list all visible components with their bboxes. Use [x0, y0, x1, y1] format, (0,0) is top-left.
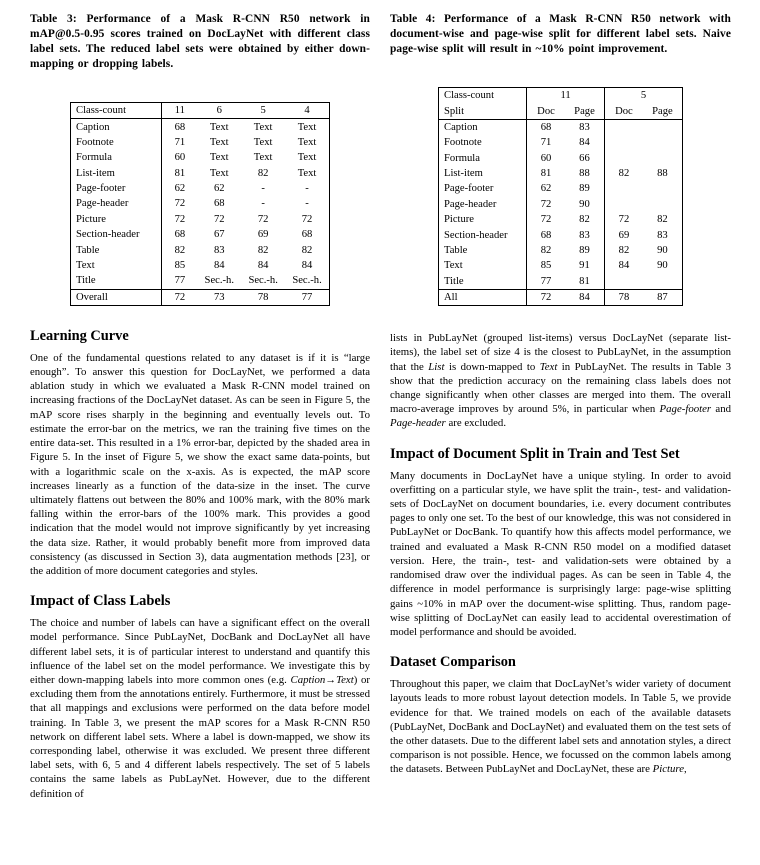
row-label: Formula [439, 151, 527, 166]
table-row [439, 274, 683, 290]
row-label: Section-header [439, 227, 527, 242]
paragraph-document-split: Many documents in DocLayNet have a unique styling. In order to avoid overfitting on a particular style, we have split the train-, test- and validation-sets of DocLayNet on document boundaries, i.e. every document contributes pages to only one set. To the best of our knowledge, this was not considered in PubLayNet or DocBank. To quantify how this affects model performance, we trained and evaluated a Mask R-CNN R50 model on a modified dataset version. Here, the train-, test- and validation-sets were obtained by a randomised draw over the individual pages. As can be seen in Table 4, the difference in model performance is surprisingly large: page-wise splitting gains ~10% in mAP over the document-wise splitting. Thus, random page-wise splitting of DocLayNet can easily lead to accidental overestimation of model performance and should be avoided. [390, 469, 731, 638]
cell-value: Text [253, 121, 273, 133]
cell-value: 73 [213, 291, 225, 303]
section-heading-document-split: Impact of Document Split in Train and Test Set [390, 445, 680, 462]
cell-value: 89 [565, 243, 605, 258]
cell-value: 77 [174, 275, 186, 287]
row-label: List-item [71, 166, 162, 181]
table4-wrapper [390, 87, 731, 306]
cell-value: 62 [174, 183, 186, 195]
cell-value: 82 [540, 244, 552, 256]
cell-value: 88 [565, 166, 605, 181]
cell-value: 72 [540, 292, 552, 304]
cell-value: 90 [565, 197, 605, 212]
cell-value: 77 [540, 275, 552, 287]
cell-value: 81 [565, 274, 605, 290]
cell-value [643, 181, 683, 196]
cell-value: 68 [301, 229, 313, 241]
cell-value: 68 [174, 229, 186, 241]
cell-value: 69 [618, 229, 630, 241]
cell-value: 90 [657, 260, 668, 272]
table4 [438, 87, 683, 306]
row-label: Table [439, 243, 527, 258]
cell-value: Sec.-h. [204, 275, 234, 287]
table-row [71, 212, 330, 227]
column-header: 4 [304, 105, 310, 117]
table-row [439, 227, 683, 242]
column-header: Class-count [71, 103, 162, 119]
cell-value: - [305, 183, 309, 195]
cell-value: 84 [565, 289, 605, 305]
row-label: Table [71, 242, 162, 257]
table-row [71, 227, 330, 242]
paragraph-label-set-continuation: lists in PubLayNet (grouped list-items) versus DocLayNet (separate list-items), the label set of size 4 is the closest to PubLayNet, in the assumption that the List is down-mapped to Text in PubLayNet. The results in Table 3 show that the prediction accuracy on the remaining class labels does not change significantly when other classes are merged into them. The overall macro-average improves by around 5%, in particular when Page-footer and Page-header are excluded. [390, 332, 732, 430]
cell-value: 90 [657, 244, 668, 256]
row-label: Overall [71, 289, 162, 305]
cell-value: 85 [540, 260, 552, 272]
cell-value: 82 [257, 244, 269, 256]
table3-footer [71, 289, 330, 305]
section-heading-impact-of-class-labels: Impact of Class Labels [30, 593, 171, 610]
cell-value: 82 [618, 168, 630, 180]
cell-value: 62 [213, 183, 225, 195]
table-row [71, 119, 330, 135]
cell-value: Text [209, 121, 229, 133]
cell-value: 83 [565, 227, 605, 242]
left-column [30, 0, 370, 801]
row-label: Footnote [439, 135, 527, 150]
cell-value: 72 [618, 214, 630, 226]
table-row [71, 242, 330, 257]
cell-value: 69 [257, 229, 269, 241]
column-header: Doc [537, 105, 555, 117]
table-row [71, 135, 330, 150]
cell-value: 82 [565, 212, 605, 227]
column-header: Page [652, 105, 673, 117]
cell-value: 87 [657, 292, 668, 304]
cell-value: 81 [174, 167, 186, 179]
table4-head [439, 88, 683, 120]
row-label: Footnote [71, 135, 162, 150]
table4-caption: Table 4: Performance of a Mask R-CNN R50 network with document-wise and page-wise split for different label sets. Naive page-wise split will result in ~10% point improvement. [390, 13, 731, 55]
row-label: Title [439, 274, 527, 290]
cell-value: 83 [213, 244, 225, 256]
table3-header-row [71, 103, 330, 119]
cell-value [643, 119, 683, 135]
row-label: All [439, 289, 527, 305]
column-header: Doc [615, 105, 633, 117]
table-row [439, 212, 683, 227]
row-label: Title [71, 273, 162, 289]
cell-value: 84 [257, 259, 269, 271]
cell-value: Text [209, 152, 229, 164]
cell-value: Text [297, 121, 317, 133]
table-row [439, 119, 683, 135]
row-label: Picture [71, 212, 162, 227]
cell-value: 84 [301, 259, 313, 271]
cell-value [605, 197, 643, 212]
cell-value: 68 [213, 198, 225, 210]
column-group-header: 11 [527, 88, 605, 104]
cell-value: 84 [618, 260, 630, 272]
column-header: Split [439, 103, 527, 119]
section-heading-learning-curve: Learning Curve [30, 327, 129, 344]
row-label: Formula [71, 150, 162, 165]
table-row [71, 196, 330, 211]
column-group-header: 5 [640, 90, 647, 102]
cell-value [605, 135, 643, 150]
cell-value: Text [209, 167, 229, 179]
row-label: Page-header [439, 197, 527, 212]
cell-value: 84 [565, 135, 605, 150]
column-header: 6 [216, 105, 222, 117]
cell-value [643, 135, 683, 150]
table-summary-row [71, 289, 330, 305]
cell-value: 72 [301, 213, 313, 225]
paragraph-learning-curve: One of the fundamental questions related to any dataset is if it is “large enough”. To answer this question for DocLayNet, we performed a data ablation study in which we evaluated a Mask R-CNN model trained on increasing fractions of the DocLayNet dataset. As can be seen in Figure 5, the mAP score rises sharply in the beginning and eventually levels out. To estimate the error-bar on the metrics, we ran the training five times on the entire data-set. This resulted in a 1% error-bar, depicted by the shaded area in Figure 5. In the inset of Figure 5, we show the exact same data-points, but with a logarithmic scale on the x-axis. As is expected, the mAP score increases linearly as a function of the data-size in the inset. The curve ultimately flattens out between the 80% and 100% mark, with the 80% mark falling within the error-bars of the 100% mark. This provides a good indication that the model would not improve significantly by yet increasing the data size. Rather, it would probably benefit more from improved data consistency (as discussed in Section 3), data augmentation methods [23], or the addition of more document categories and styles. [30, 351, 370, 577]
cell-value: 82 [301, 244, 313, 256]
cell-value: 72 [540, 198, 552, 210]
table-row [71, 273, 330, 289]
section-heading-dataset-comparison: Dataset Comparison [390, 654, 516, 671]
cell-value: 62 [540, 183, 552, 195]
column-header: Page [565, 103, 605, 119]
column-header: 11 [174, 105, 185, 117]
cell-value: 78 [618, 292, 630, 304]
cell-value: Sec.-h. [292, 275, 322, 287]
cell-value: - [261, 198, 265, 210]
cell-value: Text [209, 136, 229, 148]
table-summary-row [439, 289, 683, 305]
table4-body [439, 119, 683, 289]
cell-value: 82 [618, 244, 630, 256]
row-label: Picture [439, 212, 527, 227]
cell-value: 68 [540, 229, 552, 241]
right-column [390, 0, 731, 777]
cell-value: 81 [540, 168, 552, 180]
table-row [71, 258, 330, 273]
cell-value [605, 181, 643, 196]
cell-value: Text [297, 136, 317, 148]
cell-value: 89 [565, 181, 605, 196]
cell-value: - [261, 183, 265, 195]
table4-footer [439, 289, 683, 305]
cell-value [643, 274, 683, 290]
cell-value: 72 [174, 213, 186, 225]
cell-value: 82 [657, 214, 668, 226]
cell-value: 60 [174, 152, 186, 164]
cell-value: 68 [174, 121, 186, 133]
cell-value: 83 [657, 229, 668, 241]
cell-value: 88 [657, 168, 668, 180]
cell-value: 72 [540, 214, 552, 226]
cell-value: 72 [174, 198, 186, 210]
row-label: Caption [71, 119, 162, 135]
table-row [439, 181, 683, 196]
table4-header-row-2 [439, 103, 683, 119]
cell-value: 72 [257, 213, 269, 225]
row-label: List-item [439, 166, 527, 181]
cell-value: Text [297, 152, 317, 164]
row-label: Caption [439, 119, 527, 135]
cell-value [643, 197, 683, 212]
table-row [439, 243, 683, 258]
row-label: Text [71, 258, 162, 273]
cell-value: Text [297, 167, 317, 179]
cell-value: 60 [540, 152, 552, 164]
cell-value: Sec.-h. [248, 275, 278, 287]
table-row [439, 151, 683, 166]
cell-value: 91 [565, 258, 605, 273]
cell-value: 66 [565, 151, 605, 166]
row-label: Page-header [71, 196, 162, 211]
row-label: Section-header [71, 227, 162, 242]
row-label: Page-footer [439, 181, 527, 196]
row-label: Page-footer [71, 181, 162, 196]
cell-value: 78 [257, 291, 269, 303]
cell-value: 85 [174, 259, 186, 271]
cell-value: 72 [213, 213, 225, 225]
table-row [439, 258, 683, 273]
column-header: 5 [260, 105, 266, 117]
table-row [71, 181, 330, 196]
table3-caption: Table 3: Performance of a Mask R-CNN R50 network in mAP@0.5-0.95 scores trained on DocLayNet with different class label sets. The reduced label sets were obtained by either down-mapping or dropping labels. [30, 13, 370, 70]
cell-value: 67 [213, 229, 225, 241]
table-row [71, 150, 330, 165]
row-label: Text [439, 258, 527, 273]
table3 [70, 102, 330, 306]
column-header: Class-count [439, 88, 527, 104]
table3-body [71, 119, 330, 289]
cell-value: 77 [301, 291, 313, 303]
cell-value: 72 [174, 291, 186, 303]
cell-value [605, 119, 643, 135]
cell-value: Text [253, 152, 273, 164]
table3-head [71, 103, 330, 119]
table-row [71, 166, 330, 181]
paragraph-dataset-comparison: Throughout this paper, we claim that DocLayNet’s wider variety of document layouts leads to more robust layout detection models. In Table 5, we provide evidence for that. We trained models on each of the available datasets (PubLayNet, DocBank and DocLayNet) and evaluated them on the test sets of the other datasets. Due to the different label sets and annotation styles, a direct comparison is not possible. Hence, we focussed on the common labels among the datasets. Between PubLayNet and DocLayNet, these are Picture, [390, 678, 731, 776]
paragraph-impact-of-class-labels: The choice and number of labels can have a significant effect on the overall model performance. Since PubLayNet, DocBank and DocLayNet all have different label sets, it is of particular interest to understand and quantify this influence of the label set on the model performance. We investigate this by either down-mapping labels into more common ones (e.g. Caption→Text) or excluding them from the annotations entirely. Furthermore, it must be stressed that all mappings and exclusions were performed on the data before model training. In Table 3, we present the mAP scores for a Mask R-CNN R50 network on different label sets. Where a label is down-mapped, we show its corresponding label, otherwise it was excluded. We present three different label sets, with 6, 5 and 4 different labels respectively. The set of 5 labels contains the same labels as PubLayNet. However, due to the different definition of [30, 617, 370, 800]
cell-value [605, 151, 643, 166]
cell-value: - [305, 198, 309, 210]
cell-value: 68 [540, 121, 552, 133]
cell-value: 83 [565, 119, 605, 135]
cell-value [605, 274, 643, 290]
table4-header-row-1 [439, 88, 683, 104]
cell-value: 71 [174, 136, 186, 148]
cell-value: 82 [174, 244, 186, 256]
cell-value: Text [253, 136, 273, 148]
table-row [439, 135, 683, 150]
cell-value [643, 151, 683, 166]
table3-wrapper [30, 102, 370, 306]
table-row [439, 166, 683, 181]
table-row [439, 197, 683, 212]
cell-value: 71 [540, 137, 552, 149]
cell-value: 82 [257, 167, 269, 179]
cell-value: 84 [213, 259, 225, 271]
